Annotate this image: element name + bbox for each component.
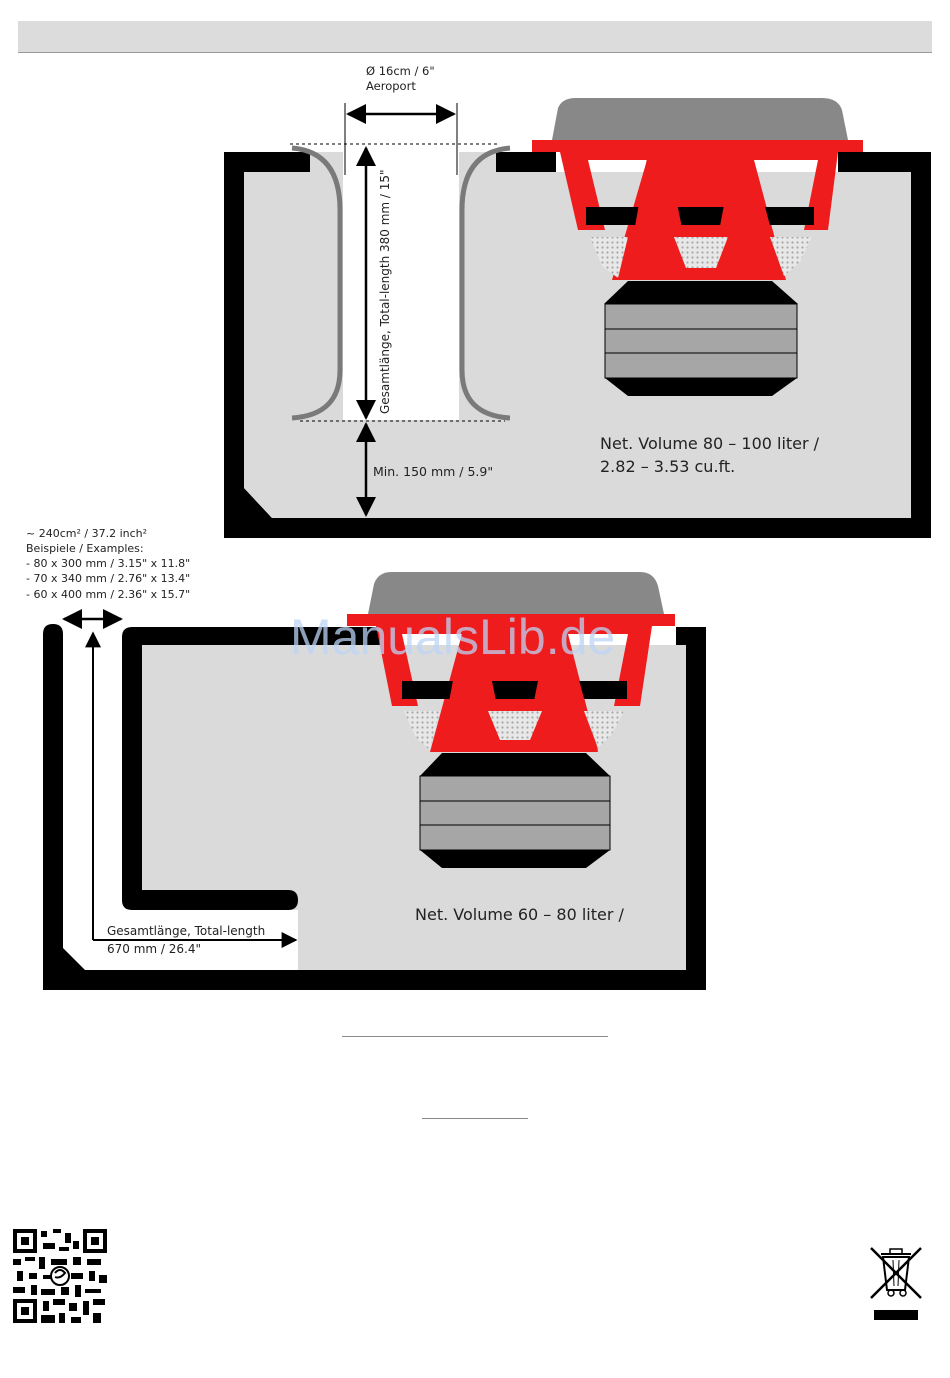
magnet-bottom [605, 378, 797, 396]
qr-code-icon [13, 1229, 107, 1323]
mount-plate-bottom [402, 681, 627, 699]
magnet-plate-1 [605, 304, 797, 329]
slot-length-value: 670 mm / 26.4" [107, 942, 202, 956]
magnet-top-bottom [420, 753, 610, 776]
baffle-right-segment [496, 152, 556, 172]
example-line-2: - 70 x 340 mm / 2.76" x 13.4" [26, 572, 191, 585]
volume-large-line2: 2.82 – 3.53 cu.ft. [600, 457, 736, 476]
min-distance-label: Min. 150 mm / 5.9" [373, 464, 494, 479]
examples-heading: Beispiele / Examples: [26, 542, 144, 555]
aeroport-inner [343, 152, 459, 420]
example-line-1: - 80 x 300 mm / 3.15" x 11.8" [26, 557, 191, 570]
port-length-label: Gesamtlänge, Total-length 380 mm / 15" [378, 169, 392, 414]
mount-plate [586, 207, 814, 225]
aeroport-label: Aeroport [366, 79, 416, 93]
speaker-cone [552, 98, 848, 140]
crossed-out-bin-icon [871, 1248, 921, 1320]
watermark: ManualsLib.de [290, 609, 616, 665]
magnet-plate-3 [605, 353, 797, 378]
divider-line-short [422, 1118, 528, 1119]
example-line-3: - 60 x 400 mm / 2.36" x 15.7" [26, 588, 191, 601]
speaker-cone-bottom [368, 572, 664, 614]
magnet-plate-2-bottom [420, 801, 610, 825]
diameter-label: Ø 16cm / 6" [366, 64, 435, 78]
magnet-plate-3-bottom [420, 825, 610, 850]
slot-area-label: ~ 240cm² / 37.2 inch² [26, 527, 148, 540]
volume-large-line1: Net. Volume 80 – 100 liter / [600, 434, 820, 453]
slot-length-label: Gesamtlänge, Total-length [107, 924, 266, 938]
magnet-bottom-bottom [420, 850, 610, 868]
divider-line-long [342, 1036, 608, 1037]
ported-enclosure [224, 64, 931, 538]
magnet-plate-1-bottom [420, 776, 610, 801]
speaker-flange [532, 140, 863, 152]
magnet-plate-2 [605, 329, 797, 353]
magnet-top [604, 281, 798, 304]
volume-small-line1: Net. Volume 60 – 80 liter / [415, 905, 624, 924]
slot-ported-enclosure [26, 527, 706, 990]
